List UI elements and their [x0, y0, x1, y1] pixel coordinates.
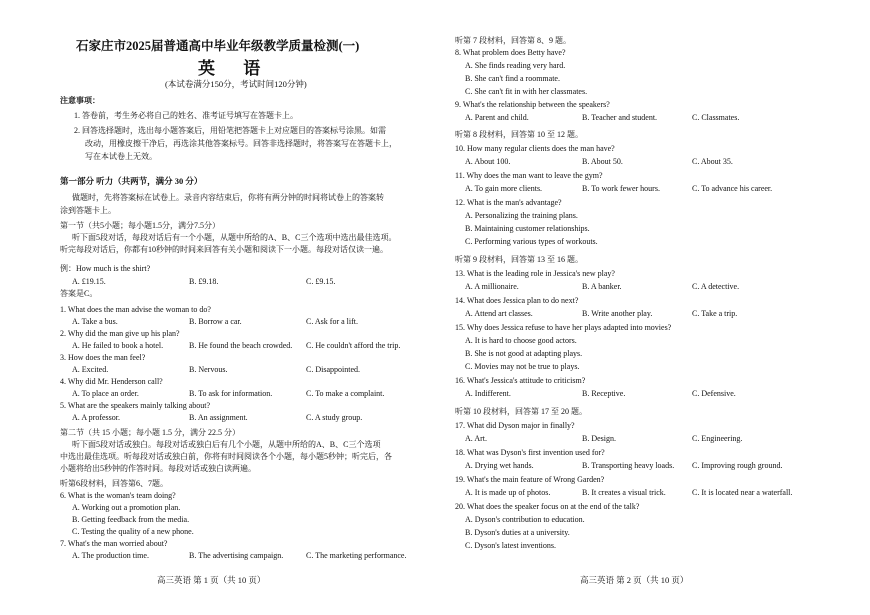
option: C. Disappointed. — [306, 365, 360, 374]
question: 20. What does the speaker focus on at the end of the talk? — [455, 502, 640, 511]
option: B. Maintaining customer relationships. — [465, 224, 590, 233]
option: C. About 35. — [692, 157, 733, 166]
question: 13. What is the leading role in Jessica's new play? — [455, 269, 615, 278]
option: C. Take a trip. — [692, 309, 738, 318]
option: B. An assignment. — [189, 413, 248, 422]
option: B. About 50. — [582, 157, 623, 166]
option: A. To gain more clients. — [465, 184, 543, 193]
option: A. Attend art classes. — [465, 309, 533, 318]
option: B. He found the beach crowded. — [189, 341, 293, 350]
exam-title: 石家庄市2025届普通高中毕业年级教学质量检测(一) — [76, 39, 360, 53]
option: A. Art. — [465, 434, 487, 443]
listen-instruction: 听第 7 段材料，回答第 8、9 题。 — [455, 36, 571, 45]
option: A. The production time. — [72, 551, 149, 560]
option: B. It creates a visual trick. — [582, 488, 666, 497]
option: B. To ask for information. — [189, 389, 273, 398]
option: A. Excited. — [72, 365, 109, 374]
question: 8. What problem does Betty have? — [455, 48, 566, 57]
part1-intro: 做题时，先将答案标在试卷上。录音内容结束后，你将有两分钟的时间将试卷上的答案转 — [72, 193, 384, 202]
option: A. He failed to book a hotel. — [72, 341, 164, 350]
option: B. Transporting heavy loads. — [582, 461, 675, 470]
question: 19. What's the main feature of Wrong Garden? — [455, 475, 605, 484]
listen-instruction: 听第6段材料，回答第6、7题。 — [60, 479, 168, 488]
option: A. To place an order. — [72, 389, 139, 398]
option: B. Nervous. — [189, 365, 228, 374]
option: C. Engineering. — [692, 434, 743, 443]
option: C. The marketing performance. — [306, 551, 407, 560]
option: C. Ask for a lift. — [306, 317, 358, 326]
section2-intro: 中选出最佳选项。听每段对话或独白前，你将有时间阅读各个小题，每小题5秒钟；听完后，各 — [60, 452, 392, 461]
option: C. She can't fit in with her classmates. — [465, 87, 588, 96]
option: A. Parent and child. — [465, 113, 529, 122]
option: B. She can't find a roommate. — [465, 74, 560, 83]
option: C. To advance his career. — [692, 184, 773, 193]
option: A. It is made up of photos. — [465, 488, 551, 497]
option: B. The advertising campaign. — [189, 551, 284, 560]
example-option: A. £19.15. — [72, 277, 106, 286]
section1-heading: 第一节（共5小题；每小题1.5分，满分7.5分） — [60, 221, 220, 230]
question: 9. What's the relationship between the speakers? — [455, 100, 610, 109]
notice-line: 写在本试卷上无效。 — [85, 152, 157, 161]
option: C. Dyson's latest inventions. — [465, 541, 556, 550]
option: A. Drying wet hands. — [465, 461, 534, 470]
question: 17. What did Dyson major in finally? — [455, 421, 575, 430]
option: B. Dyson's duties at a university. — [465, 528, 570, 537]
section2-intro: 听下面5段对话或独白。每段对话或独白后有几个小题，从题中所给的A、B、C三个选项 — [72, 440, 381, 449]
option: B. Getting feedback from the media. — [72, 515, 190, 524]
notice-line: 改动，用橡皮擦干净后，再选涂其他答案标号。回答非选择题时，将答案写在答题卡上， — [85, 139, 397, 148]
option: C. To make a complaint. — [306, 389, 385, 398]
question: 11. Why does the man want to leave the gym? — [455, 171, 603, 180]
notice-heading: 注意事项： — [60, 96, 100, 105]
option: A. Take a bus. — [72, 317, 118, 326]
subject-title: 英 语 — [198, 59, 273, 78]
option: B. Write another play. — [582, 309, 653, 318]
question: 3. How does the man feel? — [60, 353, 146, 362]
option: C. Improving rough ground. — [692, 461, 783, 470]
option: B. A banker. — [582, 282, 622, 291]
question: 10. How many regular clients does the man have? — [455, 144, 615, 153]
option: A. Personalizing the training plans. — [465, 211, 578, 220]
listen-instruction: 听第 8 段材料，回答第 10 至 12 题。 — [455, 130, 583, 139]
section1-intro: 听下面5段对话，每段对话后有一个小题，从题中所给的A、B、C三个选项中选出最佳选项。 — [72, 233, 397, 242]
example-option: B. £9.18. — [189, 277, 219, 286]
question: 6. What is the woman's team doing? — [60, 491, 176, 500]
listen-instruction: 听第 9 段材料，回答第 13 至 16 题。 — [455, 255, 583, 264]
option: A. About 100. — [465, 157, 511, 166]
notice-line: 1. 答卷前，考生务必将自己的姓名、准考证号填写在答题卡上。 — [74, 111, 298, 120]
option: C. Performing various types of workouts. — [465, 237, 598, 246]
section2-heading: 第二节（共 15 小题；每小题 1.5 分，满分 22.5 分） — [60, 428, 240, 437]
option: C. It is located near a waterfall. — [692, 488, 793, 497]
question: 5. What are the speakers mainly talking about? — [60, 401, 211, 410]
option: A. It is hard to choose good actors. — [465, 336, 577, 345]
part1-heading: 第一部分 听力（共两节，满分 30 分） — [60, 176, 203, 186]
question: 18. What was Dyson's first invention used for? — [455, 448, 605, 457]
option: B. Teacher and student. — [582, 113, 658, 122]
page-footer: 高三英语 第 2 页（共 10 页） — [580, 575, 689, 585]
question: 7. What's the man worried about? — [60, 539, 168, 548]
option: A. Dyson's contribution to education. — [465, 515, 585, 524]
option: A. She finds reading very hard. — [465, 61, 566, 70]
right-page — [435, 0, 870, 615]
option: B. Receptive. — [582, 389, 626, 398]
option: B. To work fewer hours. — [582, 184, 660, 193]
part1-intro: 涂到答题卡上。 — [60, 206, 116, 215]
section1-intro: 听完每段对话后，你都有10秒钟的时间来回答有关小题和阅读下一小题。每段对话仅读一遍。 — [60, 245, 388, 254]
option: C. Movies may not be true to plays. — [465, 362, 580, 371]
page-footer: 高三英语 第 1 页（共 10 页） — [157, 575, 266, 585]
notice-line: 2. 回答选择题时，选出每小题答案后，用铅笔把答题卡上对应题目的答案标号涂黑。如需 — [74, 126, 386, 135]
example-option: C. £9.15. — [306, 277, 336, 286]
question: 14. What does Jessica plan to do next? — [455, 296, 579, 305]
question: 12. What is the man's advantage? — [455, 198, 562, 207]
option: C. Classmates. — [692, 113, 740, 122]
option: A. A millionaire. — [465, 282, 519, 291]
option: A. Working out a promotion plan. — [72, 503, 181, 512]
option: A. A professor. — [72, 413, 120, 422]
option: C. Testing the quality of a new phone. — [72, 527, 194, 536]
exam-info: (本试卷满分150分，考试时间120分钟) — [165, 79, 307, 89]
option: C. A study group. — [306, 413, 363, 422]
option: C. A detective. — [692, 282, 740, 291]
option: C. He couldn't afford the trip. — [306, 341, 401, 350]
example-question: 例：How much is the shirt? — [60, 264, 151, 273]
option: A. Indifferent. — [465, 389, 511, 398]
option: B. She is not good at adapting plays. — [465, 349, 583, 358]
option: B. Borrow a car. — [189, 317, 242, 326]
section2-intro: 小题将给出5秒钟的作答时间。每段对话或独白读两遍。 — [60, 464, 256, 473]
option: B. Design. — [582, 434, 616, 443]
question: 16. What's Jessica's attitude to criticism? — [455, 376, 586, 385]
listen-instruction: 听第 10 段材料，回答第 17 至 20 题。 — [455, 407, 587, 416]
question: 1. What does the man advise the woman to do? — [60, 305, 211, 314]
example-answer: 答案是C。 — [60, 289, 98, 298]
question: 4. Why did Mr. Henderson call? — [60, 377, 163, 386]
question: 15. Why does Jessica refuse to have her plays adapted into movies? — [455, 323, 672, 332]
option: C. Defensive. — [692, 389, 736, 398]
question: 2. Why did the man give up his plan? — [60, 329, 180, 338]
